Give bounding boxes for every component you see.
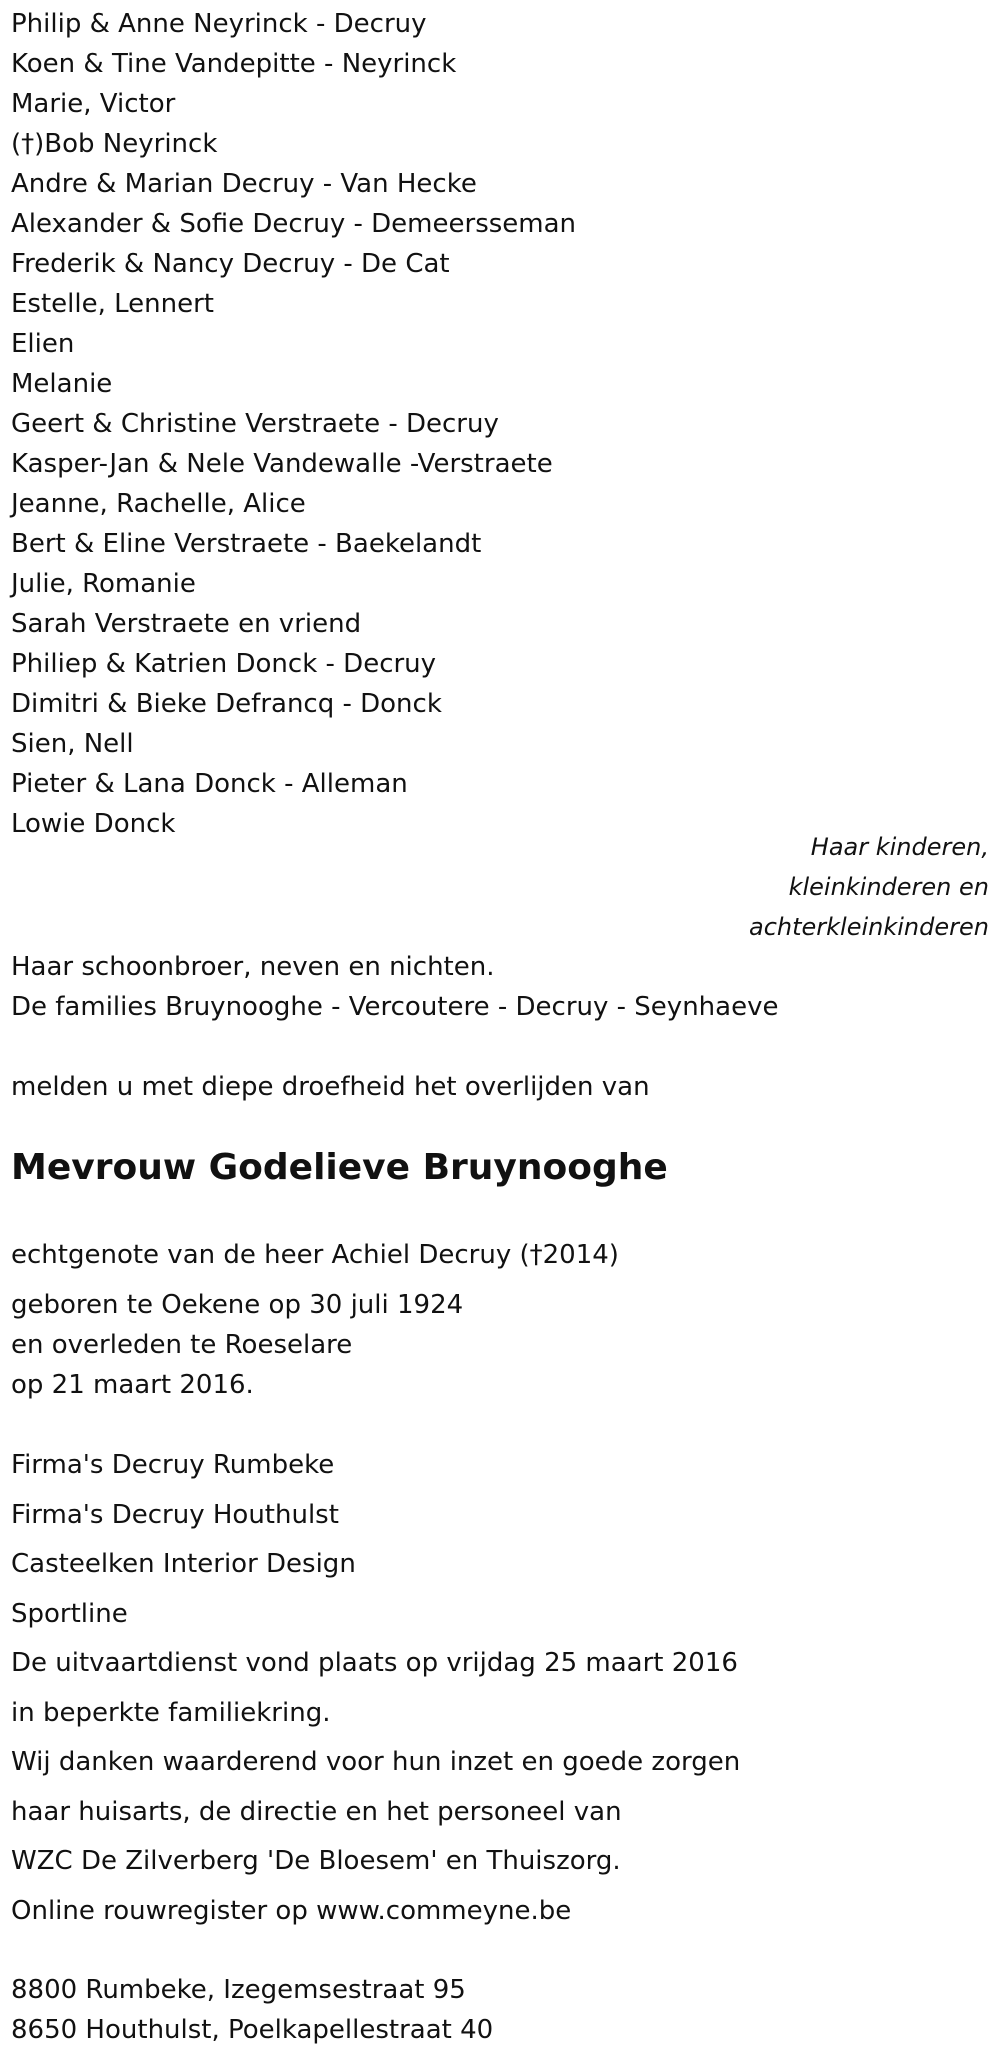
family-line: Lowie Donck	[11, 809, 176, 839]
family-line: Koen & Tine Vandepitte - Neyrinck	[11, 49, 457, 79]
family-line: Marie, Victor	[11, 89, 176, 119]
family-line: Bert & Eline Verstraete - Baekelandt	[11, 529, 482, 559]
closing-line: Firma's Decruy Houthulst	[11, 1500, 339, 1530]
detail-line: op 21 maart 2016.	[11, 1370, 254, 1400]
address-line: 8800 Rumbeke, Izegemsestraat 95	[11, 1975, 466, 2005]
family-line: Frederik & Nancy Decruy - De Cat	[11, 249, 450, 279]
family-line: Geert & Christine Verstraete - Decruy	[11, 409, 499, 439]
relation-line: kleinkinderen en	[788, 873, 989, 901]
closing-line: WZC De Zilverberg 'De Bloesem' en Thuiszorg.	[11, 1846, 621, 1876]
relation-line: achterkleinkinderen	[749, 913, 989, 941]
family-line: Jeanne, Rachelle, Alice	[11, 489, 306, 519]
closing-line: Casteelken Interior Design	[11, 1549, 356, 1579]
family-line: Pieter & Lana Donck - Alleman	[11, 769, 408, 799]
family-line: Sien, Nell	[11, 729, 134, 759]
family-line: Dimitri & Bieke Defrancq - Donck	[11, 689, 442, 719]
family-line: Andre & Marian Decruy - Van Hecke	[11, 169, 477, 199]
family-line: Kasper-Jan & Nele Vandewalle -Verstraete	[11, 449, 553, 479]
detail-line: en overleden te Roeselare	[11, 1330, 353, 1360]
extended-line: De families Bruynooghe - Vercoutere - Decruy - Seynhaeve	[11, 992, 779, 1022]
family-line: Philiep & Katrien Donck - Decruy	[11, 649, 437, 679]
closing-line: De uitvaartdienst vond plaats op vrijdag 25 maart 2016	[11, 1648, 738, 1678]
website-line: Online rouwregister op www.commeyne.be	[11, 1896, 572, 1926]
family-line: (†)Bob Neyrinck	[11, 129, 218, 159]
address-line: 8650 Houthulst, Poelkapellestraat 40	[11, 2015, 494, 2045]
family-line: Elien	[11, 329, 75, 359]
closing-line: Firma's Decruy Rumbeke	[11, 1450, 335, 1480]
closing-line: in beperkte familiekring.	[11, 1698, 331, 1728]
closing-line: Wij danken waarderend voor hun inzet en goede zorgen	[11, 1747, 741, 1777]
deceased-name: Mevrouw Godelieve Bruynooghe	[11, 1147, 668, 1188]
family-line: Julie, Romanie	[11, 569, 196, 599]
announcement-text: melden u met diepe droefheid het overlijden van	[11, 1072, 650, 1102]
extended-line: Haar schoonbroer, neven en nichten.	[11, 952, 495, 982]
family-line: Philip & Anne Neyrinck - Decruy	[11, 9, 427, 39]
family-line: Melanie	[11, 369, 113, 399]
detail-line: geboren te Oekene op 30 juli 1924	[11, 1290, 464, 1320]
closing-line: Sportline	[11, 1599, 128, 1629]
relation-line: Haar kinderen,	[810, 833, 989, 861]
closing-line: haar huisarts, de directie en het personeel van	[11, 1797, 622, 1827]
detail-line: echtgenote van de heer Achiel Decruy (†2014)	[11, 1240, 619, 1270]
family-line: Sarah Verstraete en vriend	[11, 609, 362, 639]
family-line: Alexander & Sofie Decruy - Demeersseman	[11, 209, 577, 239]
family-line: Estelle, Lennert	[11, 289, 214, 319]
